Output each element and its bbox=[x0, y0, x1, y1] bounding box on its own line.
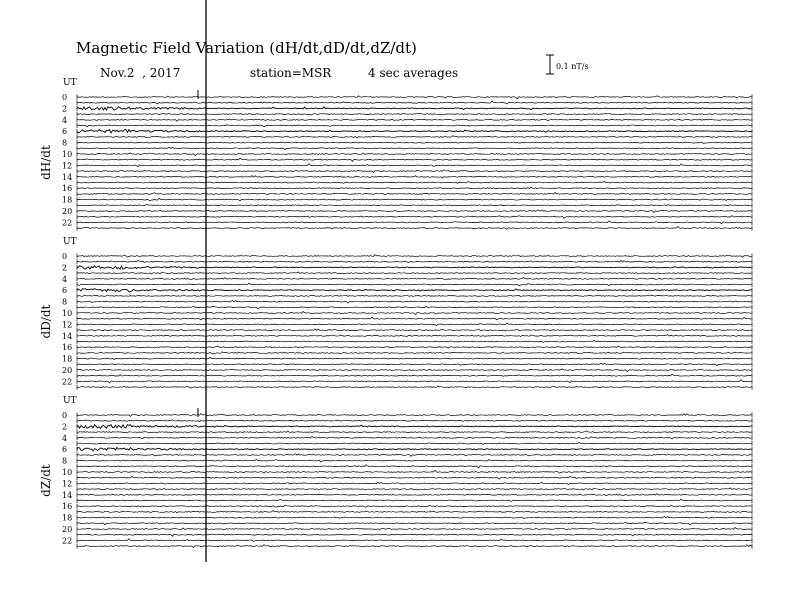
hour-trace bbox=[77, 266, 752, 269]
hour-tick-label: 6 bbox=[62, 445, 68, 455]
hour-trace bbox=[77, 317, 752, 320]
hour-trace bbox=[77, 301, 752, 304]
ut-axis-title: UT bbox=[63, 396, 77, 406]
hour-trace bbox=[77, 130, 752, 133]
hour-tick-label: 0 bbox=[62, 93, 68, 102]
hour-trace bbox=[77, 210, 752, 213]
hour-trace bbox=[77, 511, 752, 513]
hour-tick-label: 20 bbox=[62, 525, 73, 534]
hour-trace bbox=[77, 436, 752, 439]
hour-trace bbox=[77, 176, 752, 178]
hour-tick-label: 2 bbox=[62, 104, 68, 114]
hour-tick-label: 4 bbox=[62, 433, 68, 443]
hour-tick-label: 22 bbox=[62, 218, 73, 228]
hour-trace bbox=[77, 431, 752, 433]
hour-trace bbox=[77, 447, 752, 450]
hour-trace bbox=[77, 204, 752, 206]
hour-trace bbox=[77, 96, 752, 99]
hour-trace bbox=[77, 311, 752, 314]
hour-tick-label: 20 bbox=[62, 366, 73, 375]
hour-trace bbox=[77, 329, 752, 331]
hour-trace bbox=[77, 425, 752, 429]
hour-trace bbox=[77, 260, 752, 262]
hour-tick-label: 10 bbox=[62, 309, 73, 318]
hour-trace bbox=[77, 119, 752, 121]
figure-title: Magnetic Field Variation (dH/dt,dD/dt,dZ/dt) bbox=[76, 39, 417, 57]
hour-trace bbox=[77, 113, 752, 115]
panels bbox=[39, 78, 752, 549]
hour-trace bbox=[77, 505, 752, 507]
hour-tick-label: 18 bbox=[62, 354, 73, 364]
hour-trace bbox=[77, 340, 752, 342]
hour-trace bbox=[77, 198, 752, 200]
hour-tick-label: 14 bbox=[62, 172, 73, 182]
hour-tick-label: 0 bbox=[62, 411, 68, 420]
hour-trace bbox=[77, 306, 752, 309]
hour-trace bbox=[77, 357, 752, 359]
hour-tick-label: 2 bbox=[62, 422, 68, 432]
hour-trace bbox=[77, 380, 752, 383]
hour-trace bbox=[77, 181, 752, 183]
station-label: station=MSR bbox=[250, 66, 332, 80]
hour-trace bbox=[77, 346, 752, 348]
hour-trace bbox=[77, 465, 752, 468]
hour-tick-label: 18 bbox=[62, 513, 73, 523]
hour-trace bbox=[77, 283, 752, 286]
hour-tick-label: 12 bbox=[62, 320, 73, 330]
hour-trace bbox=[77, 142, 752, 143]
panel-ylabel: dZ/dt bbox=[39, 464, 53, 497]
hour-tick-label: 10 bbox=[62, 468, 73, 477]
hour-trace bbox=[77, 442, 752, 444]
hour-tick-label: 22 bbox=[62, 536, 73, 546]
hour-trace bbox=[77, 352, 752, 354]
panel-0 bbox=[39, 78, 752, 231]
hour-trace bbox=[77, 323, 752, 326]
hour-trace bbox=[77, 363, 752, 366]
hour-trace bbox=[77, 272, 752, 274]
hour-trace bbox=[77, 335, 752, 337]
scale-bar-label: 0.1 nT/s bbox=[556, 62, 589, 71]
hour-tick-label: 18 bbox=[62, 195, 73, 205]
ut-axis-title: UT bbox=[63, 78, 77, 88]
hour-trace bbox=[77, 295, 752, 296]
hour-trace bbox=[77, 170, 752, 173]
hour-tick-label: 4 bbox=[62, 115, 68, 125]
hour-trace bbox=[77, 164, 752, 167]
hour-trace bbox=[77, 494, 752, 496]
hour-trace bbox=[77, 499, 752, 501]
hour-tick-label: 16 bbox=[62, 343, 73, 353]
hour-tick-label: 20 bbox=[62, 207, 73, 216]
hour-tick-label: 0 bbox=[62, 252, 68, 261]
hour-tick-label: 14 bbox=[62, 490, 73, 500]
hour-trace bbox=[77, 153, 752, 156]
hour-tick-label: 8 bbox=[62, 138, 68, 148]
hour-trace bbox=[77, 278, 752, 280]
panel-ylabel: dD/dt bbox=[39, 304, 53, 339]
hour-trace bbox=[77, 545, 752, 548]
hour-tick-label: 14 bbox=[62, 331, 73, 341]
hour-trace bbox=[77, 255, 752, 258]
hour-tick-label: 8 bbox=[62, 456, 68, 466]
panel-ylabel: dH/dt bbox=[39, 145, 53, 180]
hour-trace bbox=[77, 534, 752, 536]
hour-trace bbox=[77, 101, 752, 104]
panel-1 bbox=[39, 237, 752, 390]
hour-trace bbox=[77, 107, 752, 110]
hour-trace bbox=[77, 216, 752, 219]
hour-trace bbox=[77, 539, 752, 542]
hour-tick-label: 16 bbox=[62, 184, 73, 194]
hour-trace bbox=[77, 522, 752, 525]
hour-trace bbox=[77, 374, 752, 376]
hour-trace bbox=[77, 158, 752, 161]
hour-tick-label: 12 bbox=[62, 479, 73, 489]
hour-trace bbox=[77, 193, 752, 195]
hour-trace bbox=[77, 517, 752, 519]
hour-trace bbox=[77, 187, 752, 189]
hour-tick-label: 6 bbox=[62, 127, 68, 137]
hour-tick-label: 2 bbox=[62, 263, 68, 273]
hour-tick-label: 12 bbox=[62, 161, 73, 171]
hour-trace bbox=[77, 289, 752, 292]
hour-trace bbox=[77, 386, 752, 388]
hour-trace bbox=[77, 488, 752, 490]
hour-trace bbox=[77, 369, 752, 372]
hour-trace bbox=[77, 482, 752, 484]
averaging-label: 4 sec averages bbox=[368, 66, 459, 80]
hour-trace bbox=[77, 527, 752, 529]
hour-tick-label: 8 bbox=[62, 297, 68, 307]
hour-trace bbox=[77, 414, 752, 417]
hour-trace bbox=[77, 454, 752, 457]
hour-trace bbox=[77, 420, 752, 422]
hour-tick-label: 22 bbox=[62, 377, 73, 387]
ut-axis-title: UT bbox=[63, 237, 77, 247]
hour-tick-label: 10 bbox=[62, 150, 73, 159]
hour-trace bbox=[77, 460, 752, 463]
scale-bar bbox=[546, 55, 589, 74]
hour-tick-label: 4 bbox=[62, 274, 68, 284]
hour-trace bbox=[77, 136, 752, 138]
hour-tick-label: 6 bbox=[62, 286, 68, 296]
hour-trace bbox=[77, 226, 752, 229]
hour-trace bbox=[77, 221, 752, 224]
hour-trace bbox=[77, 476, 752, 479]
hour-trace bbox=[77, 470, 752, 473]
hour-trace bbox=[77, 147, 752, 150]
panel-2 bbox=[39, 396, 752, 549]
hour-trace bbox=[77, 125, 752, 127]
date-label: Nov.2 , 2017 bbox=[100, 66, 181, 80]
hour-tick-label: 16 bbox=[62, 502, 73, 512]
